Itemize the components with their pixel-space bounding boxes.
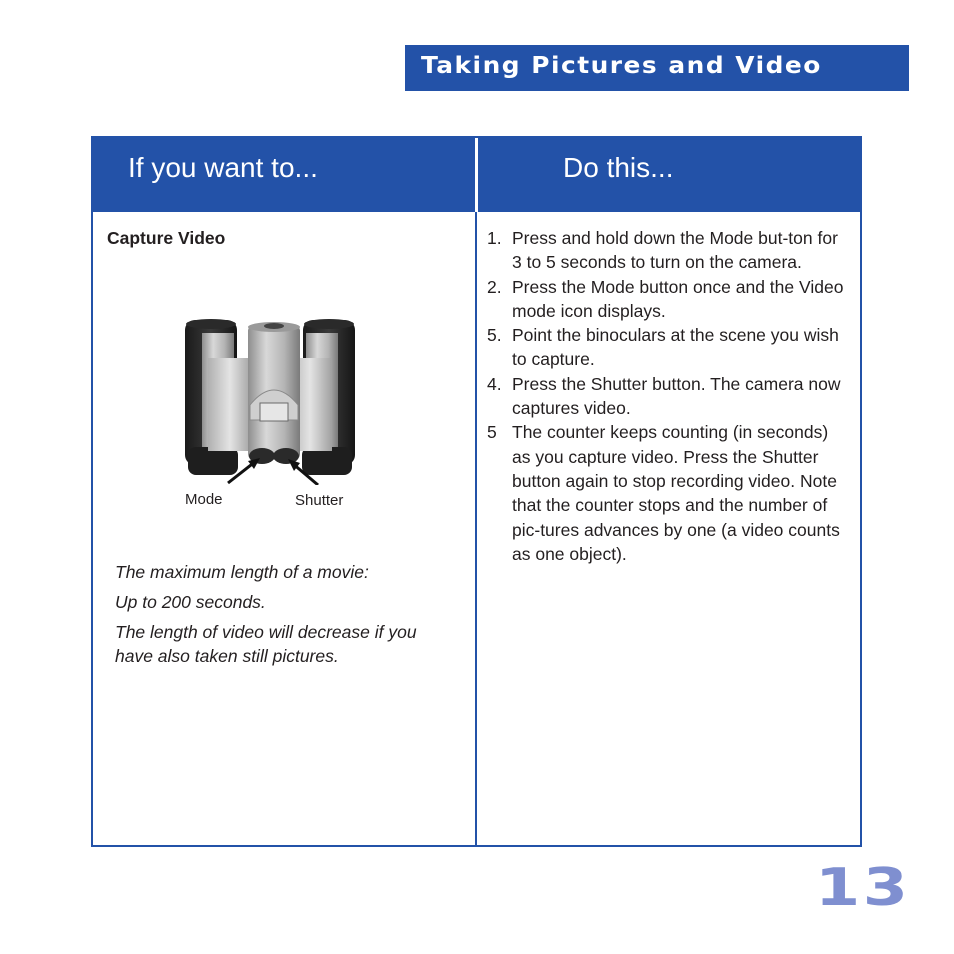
column-header-if-you-want-to: If you want to... xyxy=(128,152,318,183)
step-item xyxy=(487,420,847,566)
column-header-do-this: Do this... xyxy=(563,152,674,183)
mode-button-label: Mode xyxy=(185,491,223,508)
step-number: 5 xyxy=(487,422,497,443)
table-header-row xyxy=(93,138,860,212)
step-item xyxy=(487,323,847,372)
binoculars-figure xyxy=(180,315,360,515)
step-item xyxy=(487,226,847,275)
section-banner xyxy=(405,45,909,91)
step-number: 4. xyxy=(487,373,502,394)
section-title: Taking Pictures and Video xyxy=(421,53,822,79)
page-number: 13 xyxy=(815,858,911,918)
step-text: Press and hold down the Mode but-ton for 3 to 5 seconds to turn on the camera. xyxy=(512,228,838,273)
step-item xyxy=(487,372,847,421)
column-divider xyxy=(475,212,477,845)
steps-list xyxy=(487,226,847,566)
step-text: Press the Mode button once and the Video mode icon displays. xyxy=(512,276,844,321)
note-seconds: Up to 200 seconds. xyxy=(115,592,266,612)
step-number: 1. xyxy=(487,228,502,248)
step-item xyxy=(487,275,847,324)
header-divider xyxy=(475,138,478,212)
step-text: The counter keeps counting (in seconds) as you capture video. Press the Shutter button again to stop recording video. Note that the counter stops and the number of pic-tures advances by one (a video counts as one object). xyxy=(512,422,840,564)
binoculars-camera-icon xyxy=(180,315,360,485)
task-title: Capture Video xyxy=(107,228,226,248)
step-text: Point the binoculars at the scene you wish to capture. xyxy=(512,325,839,370)
step-number: 5. xyxy=(487,325,502,346)
step-number: 2. xyxy=(487,276,502,297)
step-text: Press the Shutter button. The camera now captures video. xyxy=(512,373,841,419)
note-max-length: The maximum length of a movie: xyxy=(115,562,369,582)
shutter-button-label: Shutter xyxy=(295,492,344,509)
note-decrease: The length of video will decrease if you have also taken still pictures. xyxy=(115,622,417,666)
video-notes xyxy=(115,560,445,674)
